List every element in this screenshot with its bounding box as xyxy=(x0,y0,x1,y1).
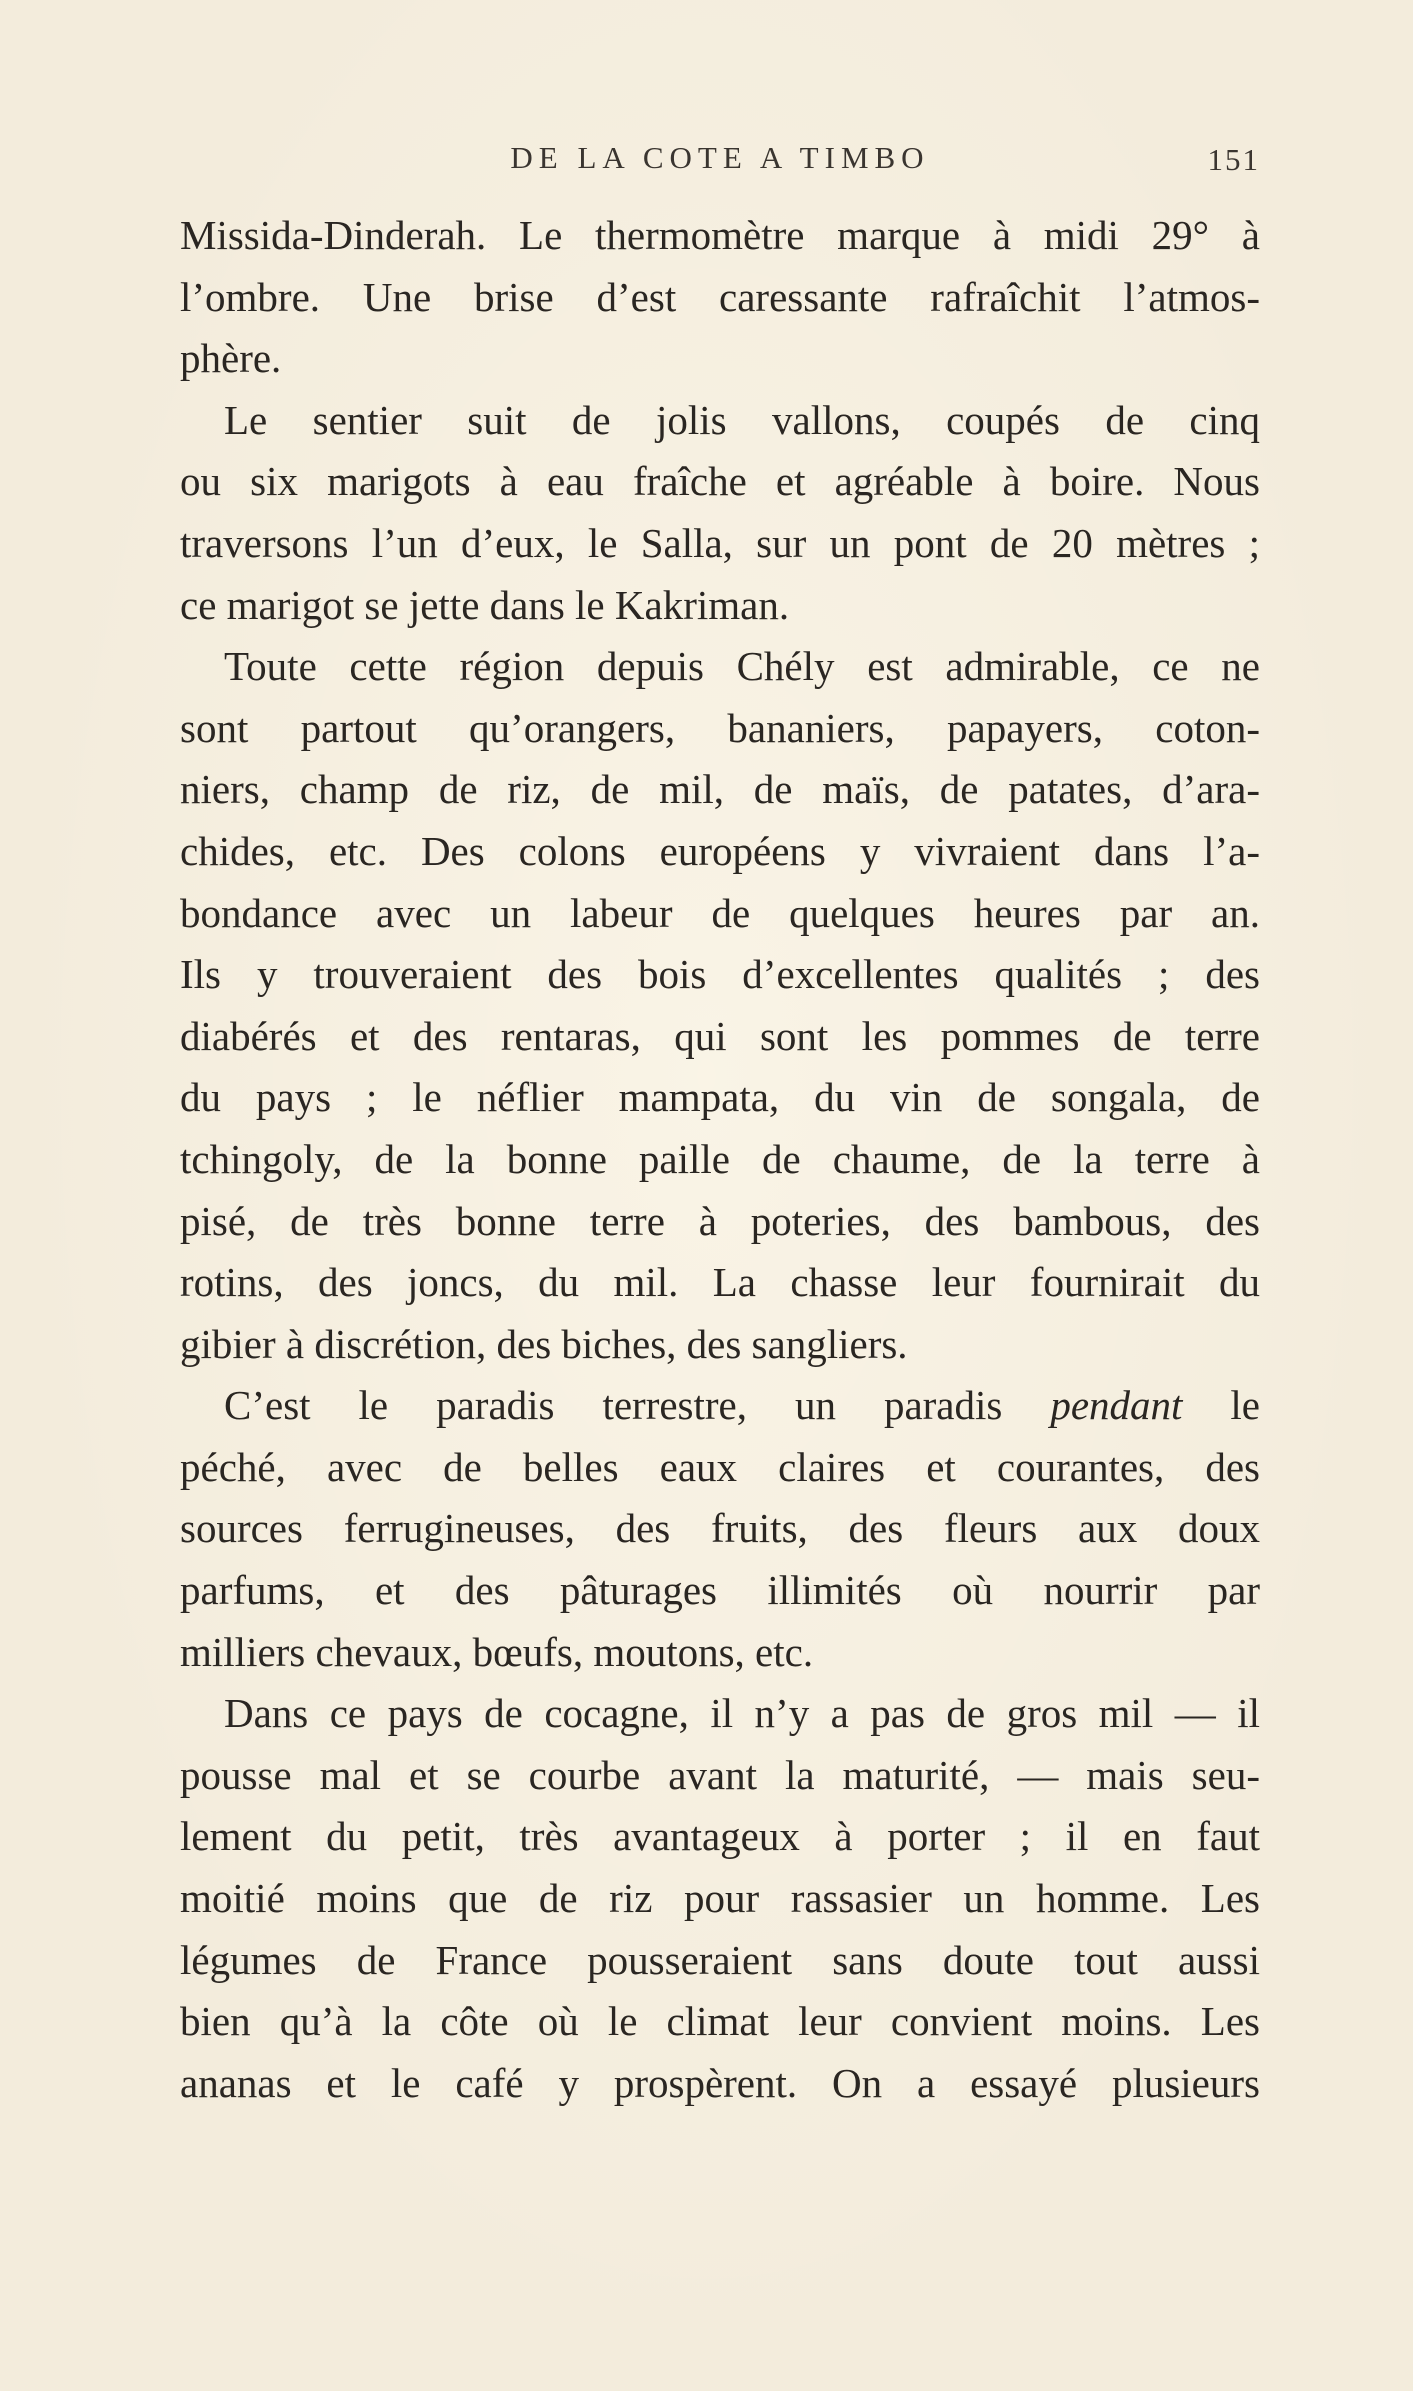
text-line: ou six marigots à eau fraîche et agréable à boire. Nous xyxy=(180,458,1260,505)
text-line: parfums, et des pâturages illimités où nourrir par xyxy=(180,1567,1260,1614)
text-line: ce marigot se jette dans le Kakriman. xyxy=(180,581,790,628)
line-text-after: le xyxy=(1182,1382,1260,1429)
text-line: traversons l’un d’eux, le Salla, sur un pont de 20 mètres ; xyxy=(180,519,1260,566)
text-line: niers, champ de riz, de mil, de maïs, de patates, d’ara- xyxy=(180,766,1260,813)
body-text xyxy=(180,205,1260,2114)
text-line: milliers chevaux, bœufs, moutons, etc. xyxy=(180,1628,814,1675)
text-line: diabérés et des rentaras, qui sont les pommes de terre xyxy=(180,1012,1260,1059)
text-line: bondance avec un labeur de quelques heures par an. xyxy=(180,889,1260,936)
text-line: tchingoly, de la bonne paille de chaume, de la terre à xyxy=(180,1135,1260,1182)
running-head xyxy=(180,140,1260,190)
text-line: sources ferrugineuses, des fruits, des fleurs aux doux xyxy=(180,1505,1260,1552)
text-line: bien qu’à la côte où le climat leur convient moins. Les xyxy=(180,1998,1260,2045)
text-line: chides, etc. Des colons européens y vivraient dans l’a- xyxy=(180,827,1260,874)
italic-word: pendant xyxy=(1050,1382,1183,1429)
paragraph-start-line: Toute cette région depuis Chély est admirable, ce ne xyxy=(224,643,1260,690)
text-line: ananas et le café y prospèrent. On a essayé plusieurs xyxy=(180,2059,1260,2106)
text-line: l’ombre. Une brise d’est caressante rafraîchit l’atmos- xyxy=(180,273,1260,320)
running-title: DE LA COTE A TIMBO xyxy=(510,140,930,175)
paragraph-start-line xyxy=(180,1375,1260,1437)
text-line: légumes de France pousseraient sans doute tout aussi xyxy=(180,1936,1260,1983)
text-line: rotins, des joncs, du mil. La chasse leur fournirait du xyxy=(180,1259,1260,1306)
text-line: pousse mal et se courbe avant la maturité, — mais seu- xyxy=(180,1751,1260,1798)
text-line: moitié moins que de riz pour rassasier un homme. Les xyxy=(180,1875,1260,1922)
text-line: péché, avec de belles eaux claires et courantes, des xyxy=(180,1443,1260,1490)
text-line: Ils y trouveraient des bois d’excellentes qualités ; des xyxy=(180,951,1260,998)
text-line: pisé, de très bonne terre à poteries, des bambous, des xyxy=(180,1197,1260,1244)
text-line: lement du petit, très avantageux à porter ; il en faut xyxy=(180,1813,1260,1860)
text-line: gibier à discrétion, des biches, des sangliers. xyxy=(180,1320,908,1367)
text-line: phère. xyxy=(180,335,282,382)
paragraph-start-line: Le sentier suit de jolis vallons, coupés de cinq xyxy=(224,396,1260,443)
page-number: 151 xyxy=(1207,142,1260,177)
text-line: sont partout qu’orangers, bananiers, papayers, coton- xyxy=(180,704,1260,751)
text-line: Missida-Dinderah. Le thermomètre marque à midi 29° à xyxy=(180,212,1260,258)
text-line: du pays ; le néflier mampata, du vin de songala, de xyxy=(180,1074,1260,1121)
paragraph-start-line: Dans ce pays de cocagne, il n’y a pas de gros mil — il xyxy=(224,1690,1260,1737)
line-text-before: C’est le paradis terrestre, un paradis xyxy=(224,1382,1051,1429)
